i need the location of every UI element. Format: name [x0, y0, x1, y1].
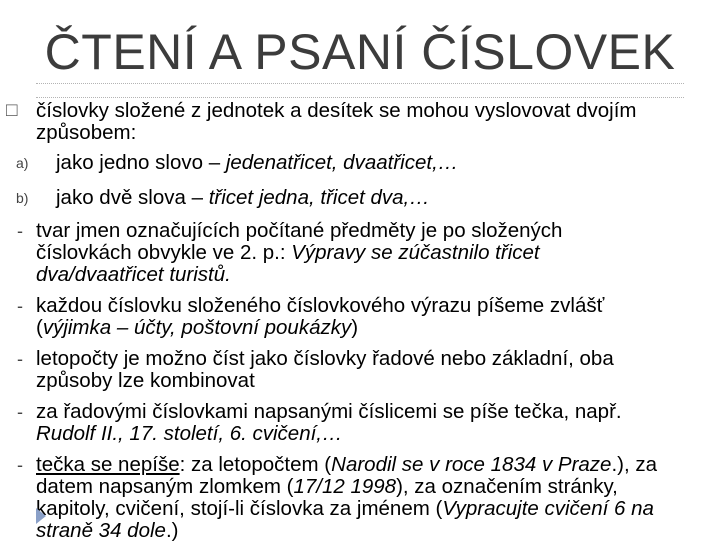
list-item	[0, 187, 720, 209]
item-text: číslovkách obvykle ve 2. p.:	[36, 241, 292, 264]
list-marker: -	[17, 221, 23, 241]
item-text: za řadovými číslovkami napsanými číslicemi se píše tečka, např.	[36, 400, 622, 423]
list-marker: -	[17, 455, 23, 475]
slide-body	[0, 97, 720, 542]
checkbox-bullet-icon: □	[6, 100, 18, 121]
item-example: 17/12 1998	[293, 475, 397, 498]
item-example: Výpravy se zúčastnilo třicet	[291, 241, 540, 264]
item-emphasis: tečka se nepíše	[36, 453, 180, 476]
item-example: Vypracujte cvičení 6 na	[442, 497, 654, 520]
item-example: výjimka – účty, poštovní poukázky	[42, 316, 352, 339]
item-text: letopočty je možno číst jako číslovky řadové nebo základní, oba	[36, 347, 614, 370]
list-marker: -	[17, 402, 23, 422]
play-arrow-icon	[36, 508, 46, 524]
list-item	[0, 454, 720, 542]
list-item	[0, 100, 720, 144]
item-text: ), za označením stránky,	[396, 475, 618, 498]
list-marker: b)	[16, 190, 29, 206]
item-example: straně 34 dole	[36, 519, 166, 542]
item-text: číslovky složené z jednotek a desítek se mohou vyslovovat dvojím	[36, 99, 637, 122]
list-item	[0, 220, 720, 286]
page-title: ČTENÍ A PSANÍ ČÍSLOVEK	[44, 24, 676, 80]
item-example: dva/dvaatřicet turistů.	[36, 263, 231, 286]
list-item	[0, 295, 720, 339]
list-item	[0, 152, 720, 174]
item-text: způsobem:	[36, 121, 137, 144]
list-marker: -	[17, 296, 23, 316]
item-text: datem napsaným zlomkem (	[36, 475, 294, 498]
item-example: Rudolf II., 17. století, 6. cvičení,…	[36, 422, 343, 445]
item-example: jedenatřicet, dvaatřicet,…	[225, 151, 459, 174]
item-text: kapitoly, cvičení, stojí-li číslovka za jménem (	[36, 497, 443, 520]
item-example: třicet jedna, třicet dva,…	[208, 186, 430, 209]
list-marker: a)	[16, 155, 29, 171]
item-text: způsoby lze kombinovat	[36, 369, 255, 392]
item-text: (	[36, 316, 43, 339]
item-text: .)	[165, 519, 179, 542]
item-text: tvar jmen označujících počítané předměty je po složených	[36, 219, 563, 242]
item-text: .), za	[611, 453, 658, 476]
item-text: jako jedno slovo –	[56, 151, 226, 174]
item-example: Narodil se v roce 1834 v Praze	[331, 453, 612, 476]
list-item	[0, 348, 720, 392]
item-text: jako dvě slova –	[56, 186, 209, 209]
list-item	[0, 401, 720, 445]
item-text: každou číslovku složeného číslovkového výrazu píšeme zvlášť	[36, 294, 605, 317]
title-divider-top	[36, 83, 684, 84]
list-marker: -	[17, 349, 23, 369]
item-text: )	[351, 316, 359, 339]
item-text: : za letopočtem (	[179, 453, 332, 476]
